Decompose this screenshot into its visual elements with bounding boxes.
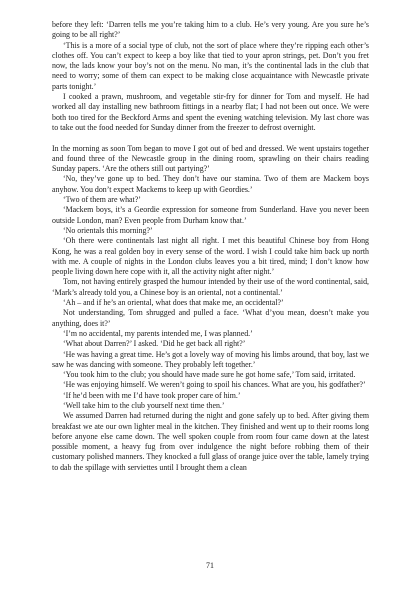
paragraph: ‘If he’d been with me I’d have took proper care of him.’ (63, 390, 241, 400)
paragraph: ‘This is a more of a social type of club, not the sort of place where they’re ripping each other’s clothes off. You can’t expect to keep a boy like that tied to your apron strings, pet. Don’t you fret now, the lads know your boy’s not on the menu. No man, it’s the continental lads in the club that need to worry; some of them can expect to be making close acquaintance with Newcastle private parts tonight.’ (52, 40, 369, 91)
paragraph: ‘You took him to the club; you should have made sure he got home safe,’ Tom said, irritated. (63, 370, 356, 380)
paragraph: Tom, not having entirely grasped the humour intended by their use of the word continental, said, ‘Mark’s already told you, a Chinese boy is an oriental, not a continental.’ (52, 277, 369, 297)
paragraph: In the morning as soon Tom began to move I got out of bed and dressed. We went upstairs together and found three of the Newcastle group in the dining room, sprawling on their chairs reading Sunday papers. ‘Are the others still out partying?’ (52, 143, 369, 174)
page-number: 71 (206, 561, 214, 570)
paragraph: I cooked a prawn, mushroom, and vegetable stir-fry for dinner for Tom and myself. He had worked all day installing new bathroom fittings in a nearby flat; I had not been out once. We were both too tired for the Beckford Arms and spent the evening watching television. My last chore was to take out the food needed for Sunday dinner from the freezer to defrost overnight. (52, 92, 369, 132)
paragraph: Not understanding, Tom shrugged and pulled a face. ‘What d’you mean, doesn’t make you anything, does it?’ (52, 308, 369, 328)
paragraph: We assumed Darren had returned during the night and gone safely up to bed. After giving them breakfast we ate our own lighter meal in the kitchen. They finished and went up to their rooms long before anyone else came down. The well spoken couple from room four came down at the latest possible moment, a heavy fug from over indulgence the night before robbing them of their customary polished manners. They knocked a full glass of orange juice over the table, lamely trying to dab the spillage with serviettes until I brought them a clean (52, 411, 369, 472)
paragraph: ‘Well take him to the club yourself next time then.’ (63, 400, 225, 410)
paragraph: ‘He was having a great time. He’s got a lovely way of moving his limbs around, that boy, last we saw he was dancing with someone. They probably left together.’ (52, 349, 369, 369)
paragraph: ‘Two of them are what?’ (63, 195, 141, 205)
paragraph: ‘Ah – and if he’s an oriental, what does that make me, an occidental?’ (63, 298, 284, 308)
paragraph: ‘No orientals this morning?’ (63, 225, 153, 235)
paragraph: ‘Oh there were continentals last night all right. I met this beautiful Chinese boy from Hong Kong, he was a real golden boy in every sense of the word. I wish I could take him back up north with me. A couple of nights in the London clubs leaves you a bit tired, mind; I don’t know how people living down here cope with it, all the activity night after night.’ (52, 236, 369, 277)
paragraph: ‘Mackem boys, it’s a Geordie expression for someone from Sunderland. Have you never been outside London, man? Even people from Durham know that.’ (52, 205, 369, 225)
paragraph: ‘I’m no accidental, my parents intended me, I was planned.’ (63, 328, 253, 338)
paragraph: ‘He was enjoying himself. We weren’t going to spoil his chances. What are you, his godfather?’ (63, 380, 366, 390)
paragraph: ‘No, they’ve gone up to bed. They don’t have our stamina. Two of them are Mackem boys anyhow. You don’t expect Mackems to keep up with Geordies.’ (52, 174, 369, 194)
paragraph: before they left: ‘Darren tells me you’re taking him to a club. He’s very young. Are you sure he’s going to be all right?’ (52, 20, 369, 40)
body-text (52, 20, 369, 473)
paragraph: ‘What about Darren?’ I asked. ‘Did he get back all right?’ (63, 339, 246, 349)
